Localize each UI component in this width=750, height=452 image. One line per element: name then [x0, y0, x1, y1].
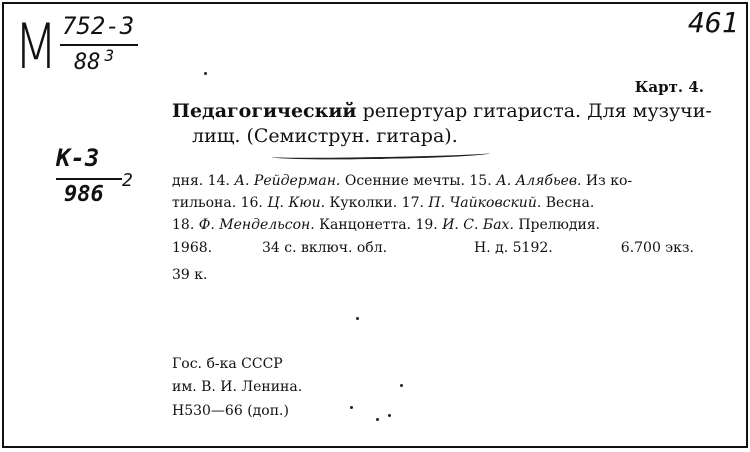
title-line-1-rest: репертуар гитариста. Для музучи- — [362, 100, 712, 122]
handwritten-shelf-bottom — [74, 46, 115, 75]
speck — [376, 418, 379, 421]
title-bold: Педагогический — [172, 100, 357, 122]
handwritten-fraction-line — [60, 44, 138, 46]
contents-text: Из ко- — [585, 173, 633, 189]
handwritten-card-number: 461 — [688, 6, 739, 39]
contents-text: Прелюдия. — [518, 217, 601, 233]
contents-author: Ц. Кюи. — [267, 195, 326, 211]
handwritten-letter-m: M — [14, 10, 58, 83]
handwritten-shelf-bottom-number: 88 — [74, 50, 101, 75]
imprint-number: Н. д. 5192. — [474, 240, 553, 256]
imprint-year: 1968. — [172, 240, 213, 256]
speck — [356, 317, 359, 320]
card-number-label: Карт. 4. — [634, 78, 704, 96]
handwritten-code-sup: 2 — [122, 170, 133, 191]
speck — [388, 414, 391, 417]
speck — [350, 406, 353, 409]
speck — [400, 384, 403, 387]
contents-author: П. Чайковский. — [428, 195, 542, 211]
handwritten-code-line — [56, 178, 122, 180]
handwritten-shelf-top: 752-3 — [62, 12, 135, 40]
speck — [204, 72, 207, 75]
library-stamp-line-2: им. В. И. Ленина. — [172, 379, 303, 395]
imprint-copies: 6.700 экз. — [620, 240, 694, 256]
contents-text: тильона. 16. — [172, 195, 263, 211]
contents-author: А. Алябьев. — [496, 173, 582, 189]
handwritten-code-bottom: 986 — [64, 182, 104, 207]
title-line-1 — [172, 100, 712, 122]
library-stamp-line-1: Гос. б-ка СССР — [172, 356, 283, 372]
contents-text: 18. — [172, 217, 195, 233]
pencil-underline — [272, 149, 490, 161]
contents-author: Ф. Мендельсон. — [198, 217, 315, 233]
contents-text: дня. 14. — [172, 173, 230, 189]
catalog-card — [2, 2, 748, 448]
title-line-2: лищ. (Семиструн. гитара). — [192, 125, 458, 147]
imprint-price: 39 к. — [172, 267, 208, 283]
contents-text: Куколки. 17. — [329, 195, 424, 211]
contents-author: И. С. Бах. — [442, 217, 514, 233]
handwritten-shelf-bottom-sup: 3 — [104, 46, 115, 65]
contents-text: Весна. — [545, 195, 595, 211]
contents-line-2 — [172, 195, 594, 211]
contents-text: Канцонетта. 19. — [319, 217, 438, 233]
imprint-pages: 34 с. включ. обл. — [262, 240, 388, 256]
handwritten-code-top: К-3 — [56, 144, 100, 172]
contents-line-1 — [172, 173, 632, 189]
contents-author: А. Рейдерман. — [234, 173, 341, 189]
contents-text: Осенние мечты. 15. — [344, 173, 492, 189]
contents-line-3 — [172, 217, 600, 233]
library-stamp-line-3: Н530—66 (доп.) — [172, 403, 289, 419]
